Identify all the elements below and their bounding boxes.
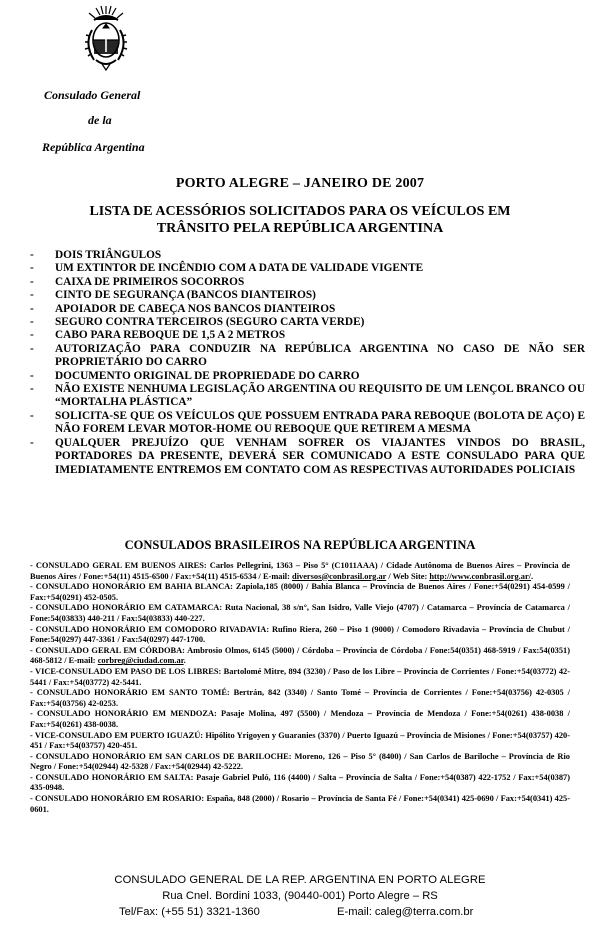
list-item-text: QUALQUER PREJUÍZO QUE VENHAM SOFRER OS VIAJANTES VINDOS DO BRASIL, PORTADORES DA PRESENTE, DEVERÁ SER COMUNICADO A ESTE CONSULADO PARA QUE IMEDIATAMENTE ENTREMOS EM CONTATO COM AS RESPECTIVAS AUTORIDADES POLICIAIS xyxy=(55,436,585,476)
list-item xyxy=(30,262,585,275)
consulate-name: - CONSULADO HONORÁRIO EM SALTA: xyxy=(30,772,194,782)
consulate-details: Carlos Pellegrini, 1363 – Piso 5° (C1011AAA) / Cidade Autônoma de Buenos Aires – Província de Buenos Aires / Fone:+54(11) 4515-6500 / Fax:+54(11) 4515-6534 / E-mail: xyxy=(30,561,570,581)
consulate-details: Pasaje Molina, 497 (5500) / Mendoza – Província de Mendoza / Fone:+54(0261) 438-0038 / Fax:+54(0261) 438-0038. xyxy=(30,709,570,729)
list-item-text: DOCUMENTO ORIGINAL DE PROPRIEDADE DO CARRO xyxy=(55,369,360,382)
consulate-entry xyxy=(30,603,570,624)
list-item xyxy=(30,316,585,329)
consulate-entry xyxy=(30,646,570,667)
consulate-entry xyxy=(30,794,570,815)
list-item-text: UM EXTINTOR DE INCÊNDIO COM A DATA DE VALIDADE VIGENTE xyxy=(55,262,424,275)
consulate-website-link[interactable]: http://www.conbrasil.org.ar/ xyxy=(429,571,532,581)
list-item-dash: - xyxy=(30,262,34,275)
footer-address: Rua Cnel. Bordini 1033, (90440-001) Porto Alegre – RS xyxy=(162,890,438,902)
consulate-email-link[interactable]: corbreg@ciudad.com.ar xyxy=(97,656,184,666)
list-item xyxy=(30,370,585,383)
footer-email: E-mail: caleg@terra.com.br xyxy=(337,906,474,918)
list-item xyxy=(30,276,585,289)
consulate-details-end: . xyxy=(183,656,186,666)
consulate-name: - VICE-CONSULADO EM PASO DE LOS LIBRES: xyxy=(30,666,222,676)
consulates-list xyxy=(30,561,570,815)
list-item xyxy=(30,383,585,410)
list-item xyxy=(30,289,585,302)
consulate-entry xyxy=(30,773,570,794)
consulate-email-link[interactable]: diversos@conbrasil.org.ar xyxy=(292,571,387,581)
list-item-text: SOLICITA-SE QUE OS VEÍCULOS QUE POSSUEM ENTRADA PARA REBOQUE (BOLOTA DE AÇO) E NÃO FOREM LEVAR MOTOR-HOME OU REBOQUE QUE RETIREM A MESMA xyxy=(55,409,585,436)
list-item-dash: - xyxy=(30,383,34,396)
consulate-details: Hipólito Yrigoyen y Guaranies (3370) / Puerto Iguazú – Província de Misiones / Fone:+54(03757) 420-451 / Fax:+54(03757) 420-451. xyxy=(30,730,570,751)
list-item-text: NÃO EXISTE NENHUMA LEGISLAÇÃO ARGENTINA OU REQUISITO DE UM LENÇOL BRANCO OU “MORTALHA PLÁSTICA” xyxy=(55,383,585,409)
consulate-entry xyxy=(30,582,570,603)
consulate-details: Rufino Riera, 260 – Piso 1 (9000) / Comodoro Rivadavia – Província de Chubut / Fone:54(0297) 447-3361 / Fax:54(0297) 447-1700. xyxy=(30,624,570,645)
list-item-dash: - xyxy=(30,249,34,261)
letterhead-line-1: Consulado General xyxy=(44,88,141,102)
list-item-text: CABO PARA REBOQUE DE 1,5 A 2 METROS xyxy=(55,329,286,342)
list-item xyxy=(30,303,585,316)
consulate-details: Zapiola,185 (8000) / Bahia Blanca – Província de Buenos Aires / Fone:+54(0291) 454-0599 / Fax:+54(0291) 452-0505. xyxy=(30,582,570,602)
consulate-details: Bertrán, 842 (3340) / Santo Tomé – Província de Corrientes / Fone:+54(03756) 42-0305 / Fax:+54(03756) 42-0253. xyxy=(30,688,570,708)
consulate-name: - CONSULADO HONORÁRIO EM ROSARIO: xyxy=(30,794,205,804)
coat-of-arms-icon xyxy=(78,4,134,74)
list-item-dash: - xyxy=(30,275,34,288)
document-main-title: LISTA DE ACESSÓRIOS SOLICITADOS PARA OS VEÍCULOS EM TRÂNSITO PELA REPÚBLICA ARGENTINA xyxy=(89,204,511,236)
list-item-dash: - xyxy=(30,302,34,315)
consulate-name: - CONSULADO HONORÁRIO EM SAN CARLOS DE BARILOCHE: xyxy=(30,751,292,761)
consulate-details: España, 848 (2000) / Rosario – Província de Santa Fé / Fone:+54(0341) 425-0690 / Fax:+54(0341) 425-0601. xyxy=(30,794,570,814)
footer-tel-fax: Tel/Fax: (+55 51) 3321-1360 xyxy=(119,906,260,918)
consulate-name: - CONSULADO HONORÁRIO EM BAHIA BLANCA: xyxy=(30,582,233,592)
consulate-name: - CONSULADO HONORÁRIO EM MENDOZA: xyxy=(30,709,217,719)
list-item-dash: - xyxy=(30,342,34,355)
list-item-dash: - xyxy=(30,289,34,302)
list-item-dash: - xyxy=(30,409,34,422)
consulate-details: Ruta Nacional, 38 s/n°, San Isidro, Valle Viejo (4707) / Catamarca – Província de Catamarca / Fone:54(03833) 440-211 / Fax:54(03833) 440-227. xyxy=(30,603,570,623)
consulate-entry xyxy=(30,625,570,646)
accessories-list xyxy=(30,249,585,477)
consulate-details: Ambrosio Olmos, 6145 (5000) / Córdoba – Província de Córdoba / Fone:54(0351) 468-5919 / Fax:54(0351) 468-5812 / E-mail: xyxy=(30,645,570,666)
consulate-entry xyxy=(30,731,570,752)
consulate-details-continued: / Web Site: xyxy=(386,571,430,581)
consulate-details: Moreno, 126 – Piso 5° (8400) / San Carlos de Bariloche – Província de Rio Negro / Fone:+54(02944) 42-5328 / Fax:+54(02944) 42-5222. xyxy=(30,751,570,772)
list-item xyxy=(30,249,585,262)
list-item xyxy=(30,329,585,342)
consulate-name: - CONSULADO HONORÁRIO EM COMODORO RIVADAVIA: xyxy=(30,624,270,634)
list-item-dash: - xyxy=(30,436,34,449)
consulate-name: - CONSULADO HONORÁRIO EM CATAMARCA: xyxy=(30,603,223,613)
letterhead-line-2: de la xyxy=(88,113,112,127)
list-item xyxy=(30,437,585,477)
consulate-name: - CONSULADO GERAL EM BUENOS AIRES: xyxy=(30,561,207,570)
list-item-text: AUTORIZAÇÃO PARA CONDUZIR NA REPÚBLICA ARGENTINA NO CASO DE NÃO SER PROPRIETÁRIO DO CARRO xyxy=(55,342,585,369)
letterhead-line-3: República Argentina xyxy=(42,140,145,154)
consulate-entry xyxy=(30,561,570,582)
consulate-details: Bartolomé Mitre, 894 (3230) / Paso de los Libre – Província de Corrientes / Fone:+54(03772) 42-5441 / Fax:+54(03772) 42-5441. xyxy=(30,666,570,687)
consulate-entry xyxy=(30,667,570,688)
list-item xyxy=(30,410,585,437)
consulates-title: CONSULADOS BRASILEIROS NA REPÚBLICA ARGENTINA xyxy=(124,538,476,552)
list-item-text: CINTO DE SEGURANÇA (BANCOS DIANTEIROS) xyxy=(55,289,316,302)
list-item-text: APOIADOR DE CABEÇA NOS BANCOS DIANTEIROS xyxy=(55,302,336,315)
consulate-name: - CONSULADO HONORÁRIO EM SANTO TOMÉ: xyxy=(30,688,230,698)
list-item-dash: - xyxy=(30,369,34,382)
footer-consulate-name: CONSULADO GENERAL DE LA REP. ARGENTINA EN PORTO ALEGRE xyxy=(114,874,486,886)
list-item-text: CAIXA DE PRIMEIROS SOCORROS xyxy=(55,275,245,288)
list-item-text: SEGURO CONTRA TERCEIROS (SEGURO CARTA VERDE) xyxy=(55,316,365,329)
consulate-entry xyxy=(30,688,570,709)
list-item-dash: - xyxy=(30,329,34,342)
consulate-name: - VICE-CONSULADO EM PUERTO IGUAZÚ: xyxy=(30,730,204,740)
consulate-details: Pasaje Gabriel Puló, 116 (4400) / Salta – Província de Salta / Fone:+54(0387) 422-1752 / Fax:+54(0387) 435-0948. xyxy=(30,772,570,793)
list-item-text: DOIS TRIÂNGULOS xyxy=(55,249,162,261)
consulate-entry xyxy=(30,752,570,773)
list-item xyxy=(30,343,585,370)
consulate-entry xyxy=(30,709,570,730)
list-item-dash: - xyxy=(30,316,34,329)
consulate-details-end: . xyxy=(531,571,534,581)
consulate-name: - CONSULADO GERAL EM CÓRDOBA: xyxy=(30,645,185,655)
document-date-title: PORTO ALEGRE – JANEIRO DE 2007 xyxy=(175,176,425,191)
